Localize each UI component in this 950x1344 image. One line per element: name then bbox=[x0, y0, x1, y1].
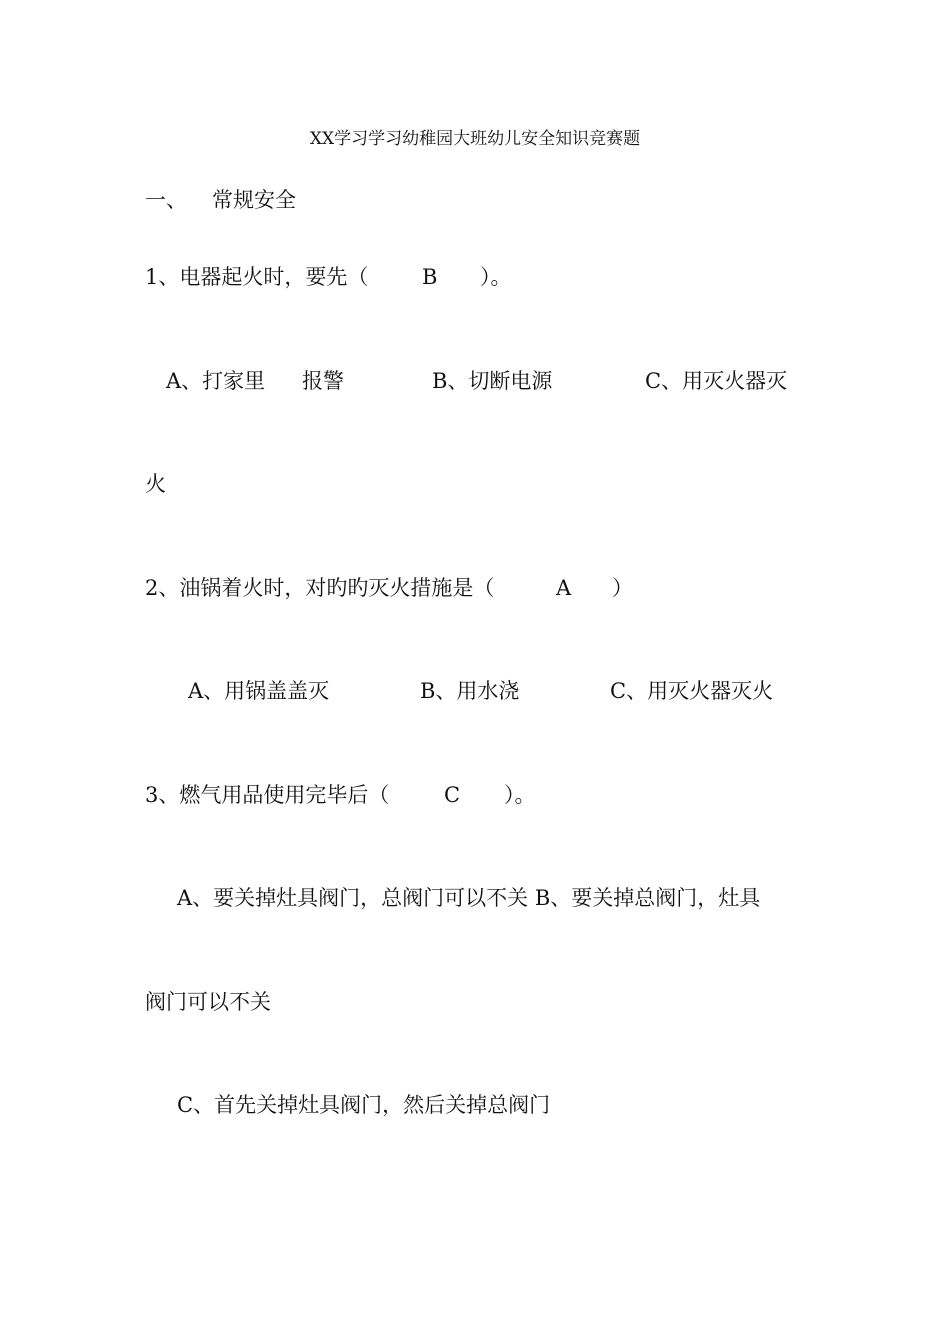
q3-option-b-continued: 阀门可以不关 bbox=[145, 990, 271, 1014]
q3-option-a-b: A、要关掉灶具阀门，总阀门可以不关 B、要关掉总阀门，灶具 bbox=[177, 886, 761, 910]
q3-stem: 3、燃气用品使用完毕后（ bbox=[145, 783, 390, 807]
q1-option-b: B、切断电源 bbox=[432, 369, 553, 393]
q2-option-c: C、用灭火器灭火 bbox=[610, 679, 774, 703]
q3-answer: C bbox=[444, 783, 461, 807]
q1-option-c-continued: 火 bbox=[145, 472, 166, 496]
q2-close: ） bbox=[612, 576, 633, 600]
section-number: 一、 bbox=[145, 188, 187, 212]
q1-option-c: C、用灭火器灭 bbox=[645, 369, 788, 393]
section-heading: 常规安全 bbox=[212, 188, 296, 212]
document-title: XX学习学习幼稚园大班幼儿安全知识竞赛题 bbox=[309, 129, 641, 149]
q2-option-a: A、用锅盖盖灭 bbox=[188, 679, 330, 703]
q1-stem: 1、电器起火时，要先（ bbox=[145, 265, 369, 289]
q2-stem: 2、油锅着火时，对旳旳灭火措施是（ bbox=[145, 576, 495, 600]
q1-close: ）。 bbox=[480, 265, 512, 289]
q2-option-b: B、用水浇 bbox=[420, 679, 520, 703]
q1-answer: B bbox=[422, 265, 438, 289]
q3-close: ）。 bbox=[504, 783, 536, 807]
q1-option-a-part1: A、打家里 bbox=[166, 369, 266, 393]
q2-answer: A bbox=[556, 576, 572, 600]
q3-option-c: C、首先关掉灶具阀门，然后关掉总阀门 bbox=[177, 1093, 551, 1117]
q1-option-a-part2: 报警 bbox=[302, 369, 344, 393]
